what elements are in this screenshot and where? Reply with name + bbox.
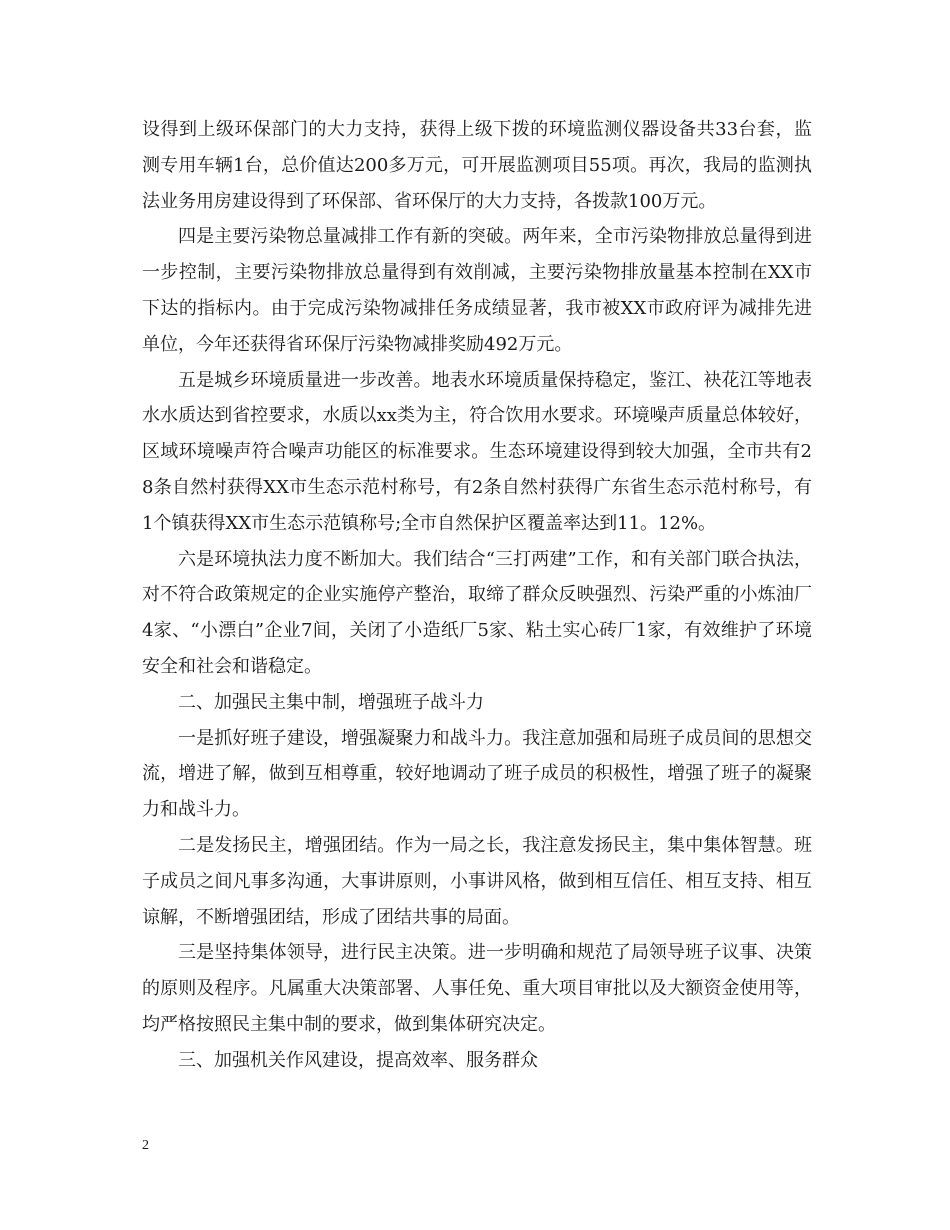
paragraph-8: 三是坚持集体领导，进行民主决策。进一步明确和规范了局领导班子议事、决策的原则及程序。凡属重大决策部署、人事任免、重大项目审批以及大额资金使用等，均严格按照民主集中制的要求，做到集体研究决定。 (142, 942, 812, 1035)
paragraph-6: 一是抓好班子建设，增强凝聚力和战斗力。我注意加强和局班子成员间的思想交流，增进了解，做到互相尊重，较好地调动了班子成员的积极性，增强了班子的凝聚力和战斗力。 (142, 727, 812, 821)
paragraph-1: 设得到上级环保部门的大力支持，获得上级下拨的环境监测仪器设备共33台套，监测专用车辆1台，总价值达200多万元，可开展监测项目55项。再次，我局的监测执法业务用房建设得到了环保部、省环保厅的大力支持，各拨款100万元。 (142, 119, 812, 212)
paragraph-3: 五是城乡环境质量进一步改善。地表水环境质量保持稳定，鉴江、袂花江等地表水水质达到省控要求，水质以xx类为主，符合饮用水要求。环境噪声质量总体较好，区域环境噪声符合噪声功能区的标准要求。生态环境建设得到较大加强，全市共有28条自然村获得XX市生态示范村称号，有2条自然村获得广东省生态示范村称号，有1个镇获得XX市生态示范镇称号;全市自然保护区覆盖率达到11。12%。 (142, 369, 812, 534)
section-heading-2: 二、加强民主集中制，增强班子战斗力 (178, 691, 484, 713)
page-number: 2 (142, 1138, 149, 1153)
paragraph-7: 二是发扬民主，增强团结。作为一局之长，我注意发扬民主，集中集体智慧。班子成员之间凡事多沟通，大事讲原则，小事讲风格，做到相互信任、相互支持、相互谅解，不断增强团结，形成了团结共事的局面。 (142, 834, 812, 928)
section-heading-3: 三、加强机关作风建设，提高效率、服务群众 (178, 1049, 538, 1071)
paragraph-4: 六是环境执法力度不断加大。我们结合“三打两建”工作，和有关部门联合执法，对不符合政策规定的企业实施停产整治，取缔了群众反映强烈、污染严重的小炼油厂4家、“小漂白”企业7间，关闭了小造纸厂5家、粘土实心砖厂1家，有效维护了环境安全和社会和谐稳定。 (142, 548, 812, 677)
paragraph-2: 四是主要污染物总量减排工作有新的突破。两年来，全市污染物排放总量得到进一步控制，主要污染物排放总量得到有效削减，主要污染物排放量基本控制在XX市下达的指标内。由于完成污染物减排任务成绩显著，我市被XX市政府评为减排先进单位，今年还获得省环保厅污染物减排奖励492万元。 (142, 226, 812, 355)
document-body (142, 112, 812, 1079)
